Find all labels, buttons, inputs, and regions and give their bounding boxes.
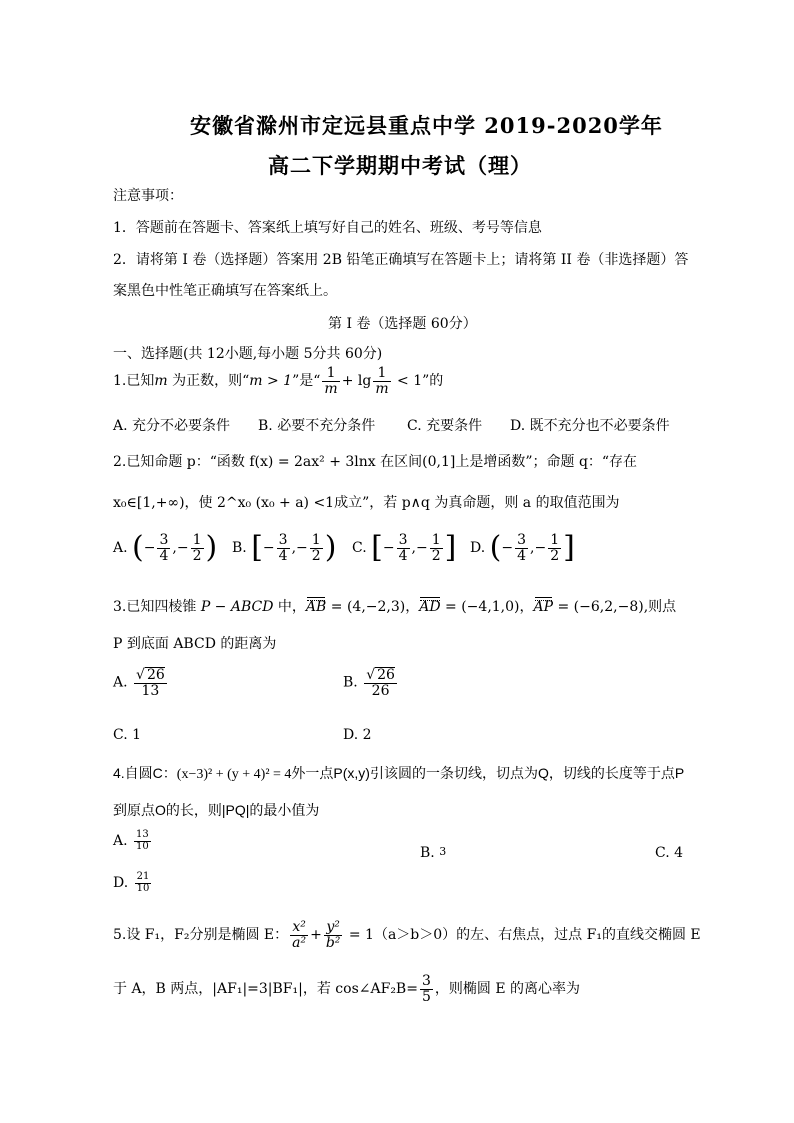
q4-option-b: B. $^3$ bbox=[420, 845, 447, 861]
question-1-stem: 1.已知m 为正数，则“m > 1”是“ $\frac{1}{m}$ + lg $\frac{1}{m}$ < 1”的 bbox=[113, 365, 444, 397]
q3-option-c: C. 1 bbox=[113, 727, 142, 743]
question-2-line-1: 2.已知命题 p：“函数 f(x) = 2ax² + 3lnx 在区间(0,1]上是增函数”；命题 q：“存在 bbox=[113, 454, 638, 470]
q1-option-c: C. 充要条件 bbox=[407, 418, 483, 434]
title-line-2: 高二下学期期中考试（理） bbox=[268, 153, 532, 178]
q2-option-d: D. (− $\frac{3}{4}$ ,− $\frac{1}{2}$ ] bbox=[470, 530, 575, 566]
q2-option-b: B. [− $\frac{3}{4}$ ,− $\frac{1}{2}$ ) bbox=[232, 530, 337, 566]
q2-option-c: C. [− $\frac{3}{4}$ ,− $\frac{1}{2}$ ] bbox=[352, 530, 457, 566]
q1-option-d: D. 既不充分也不必要条件 bbox=[510, 418, 670, 434]
note-item-1: 1．答题前在答题卡、答案纸上填写好自己的姓名、班级、考号等信息 bbox=[113, 220, 542, 236]
question-5-line-2: 于 A，B 两点，|AF₁|=3|BF₁|，若 cos∠AF₂B= $\frac{3}{5}$ ，则椭圆 E 的离心率为 bbox=[113, 973, 580, 1005]
q4-option-c: C. 4 bbox=[655, 845, 684, 861]
part-heading: 一、选择题(共 12小题,每小题 5分共 60分) bbox=[113, 346, 383, 362]
q1-option-b: B. 必要不充分条件 bbox=[258, 418, 376, 434]
question-3-line-1: 3.已知四棱锥 P − ABCD 中，AB = (4,−2,3)，AD = (−4,1,0)，AP = (−6,2,−8),则点 bbox=[113, 599, 677, 615]
question-3-line-2: P 到底面 ABCD 的距离为 bbox=[113, 636, 277, 652]
q3-option-d: D. 2 bbox=[343, 727, 372, 743]
q3-option-b: B. $\frac{√ 26}{26}$ bbox=[343, 667, 395, 699]
title-line-1: 安徽省滁州市定远县重点中学 2019-2020学年 bbox=[190, 113, 663, 138]
question-4-line-1: 4.自圆C：(x−3)² + (y + 4)² = 4外一点P(x,y)引该圆的一条切线，切点为Q，切线的长度等于点P bbox=[113, 765, 685, 782]
note-item-2b: 案黑色中性笔正确填写在答案纸上。 bbox=[113, 283, 337, 299]
question-4-line-2: 到原点O的长，则|PQ|的最小值为 bbox=[113, 802, 320, 818]
volume-heading: 第 I 卷（选择题 60分） bbox=[328, 316, 477, 332]
q1-option-a: A. 充分不必要条件 bbox=[113, 418, 231, 434]
notes-heading: 注意事项： bbox=[113, 188, 183, 204]
q4-option-a: A. $\frac{13}{10}$ bbox=[113, 829, 149, 852]
q4-option-d: D. $\frac{21}{10}$ bbox=[113, 871, 150, 894]
note-item-2a: 2．请将第 I 卷（选择题）答案用 2B 铅笔正确填写在答题卡上；请将第 II 卷（非选择题）答 bbox=[113, 252, 689, 268]
question-2-line-2: x₀∈[1,+∞)，使 2^x₀ (x₀ + a) <1成立”，若 p∧q 为真命题，则 a 的取值范围为 bbox=[113, 495, 620, 511]
q3-option-a: A. $\frac{√ 26}{13}$ bbox=[113, 667, 165, 699]
q2-option-a: A. (− $\frac{3}{4}$ ,− $\frac{1}{2}$ ) bbox=[113, 530, 218, 566]
question-5-line-1: 5.设 F₁，F₂分别是椭圆 E： $\frac{\text{x²}}{\text{a²}}$ + $\frac{\text{y²}}{\text{b²}}$ = 1（a＞b＞0）的左、右焦点，过点 F₁的直线交椭圆 E bbox=[113, 919, 701, 951]
